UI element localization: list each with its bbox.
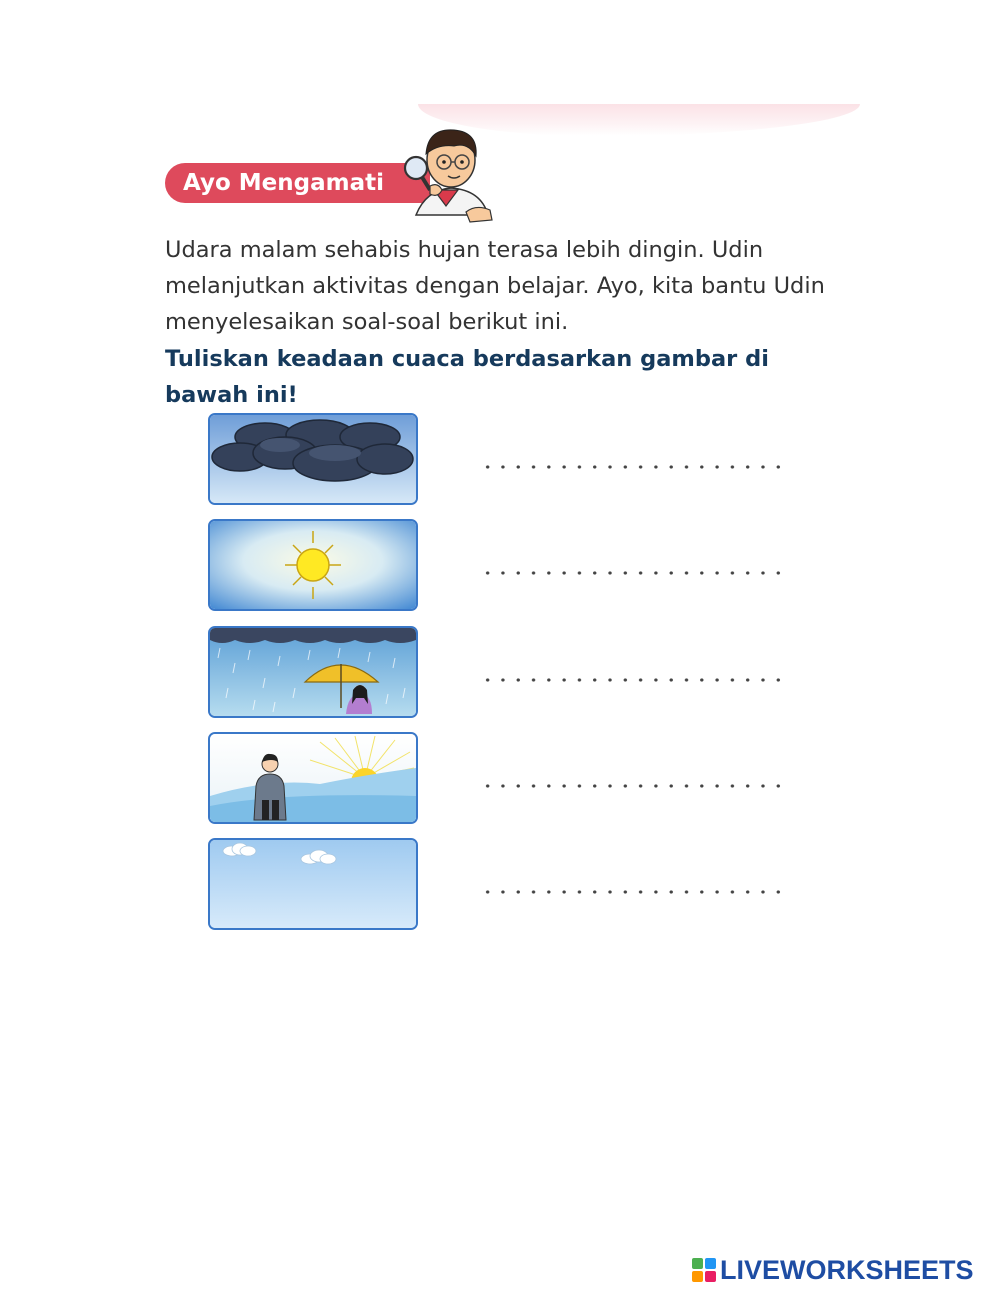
question-row-1 bbox=[208, 413, 808, 507]
dark-clouds-icon bbox=[210, 415, 416, 503]
logo-text: LIVEWORKSHEETS bbox=[720, 1254, 974, 1285]
cool-sunset-icon bbox=[210, 734, 416, 822]
clear-sky-icon bbox=[210, 840, 416, 928]
section-banner bbox=[165, 163, 430, 203]
intro-paragraph: Udara malam sehabis hujan terasa lebih dingin. Udin melanjutkan aktivitas dengan belajar. Ayo, kita bantu Udin menyelesaikan soal-soal berikut ini. bbox=[165, 237, 825, 335]
liveworksheets-logo bbox=[692, 1256, 974, 1284]
question-image-1 bbox=[208, 413, 418, 505]
question-row-2 bbox=[208, 519, 808, 613]
instruction-heading: Tuliskan keadaan cuaca berdasarkan gambar di bawah ini! bbox=[165, 346, 769, 408]
answer-input-3[interactable] bbox=[480, 668, 790, 684]
answer-input-2[interactable] bbox=[480, 561, 790, 577]
banner-title: Ayo Mengamati bbox=[183, 170, 384, 196]
boy-with-magnifier-icon bbox=[396, 120, 496, 230]
question-image-5 bbox=[208, 838, 418, 930]
question-image-3 bbox=[208, 626, 418, 718]
sun-icon bbox=[210, 521, 416, 609]
answer-input-4[interactable] bbox=[480, 774, 790, 790]
rain-umbrella-icon bbox=[210, 628, 416, 716]
answer-input-5[interactable] bbox=[480, 880, 790, 896]
question-row-5 bbox=[208, 838, 808, 932]
answer-input-1[interactable] bbox=[480, 455, 790, 471]
question-image-2 bbox=[208, 519, 418, 611]
question-row-3 bbox=[208, 626, 808, 720]
question-image-4 bbox=[208, 732, 418, 824]
liveworksheets-logo-icon bbox=[692, 1258, 716, 1282]
question-row-4 bbox=[208, 732, 808, 826]
